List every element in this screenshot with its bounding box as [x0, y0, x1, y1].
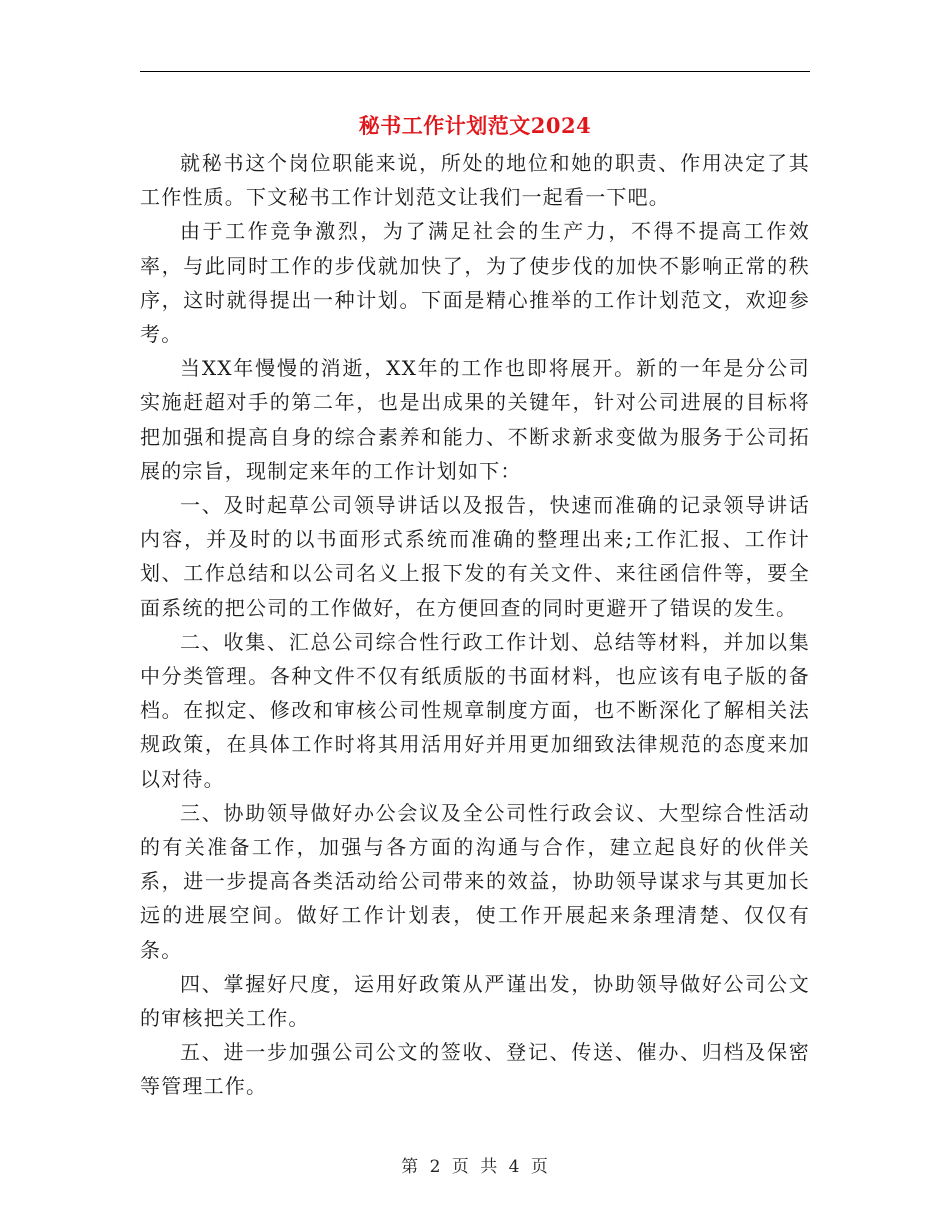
header-rule — [140, 71, 810, 72]
paragraph-background: 由于工作竞争激烈，为了满足社会的生产力，不得不提高工作效率，与此同时工作的步伐就加快了，为了使步伐的加快不影响正常的秩 序，这时就得提出一种计划。下面是精心推举的工作计划范文，欢迎参考。 — [140, 219, 810, 347]
document-title: 秘书工作计划范文2024 — [358, 113, 592, 138]
paragraph-item-4: 四、掌握好尺度，运用好政策从严谨出发，协助领导做好公司公文的审核把关工作。 — [140, 971, 810, 1031]
page-number-footer: 第 2 页 共 4 页 — [401, 1157, 549, 1177]
document-body — [140, 146, 810, 1104]
paragraph-overview: 当XX年慢慢的消逝，XX年的工作也即将展开。新的一年是分公司实施赶超对手的第二年，也是出成果的关键年，针对公司进展的目标将把加强和提高自身的综合素养和能力、不断求新求变做为服务于公司拓展的宗旨，现制定来年的工作计划如下： — [140, 356, 810, 483]
paragraph-item-3: 三、协助领导做好办公会议及全公司性行政会议、大型综合性活动的有关准备工作，加强与各方面的沟通与合作，建立起良好的伙伴关系，进一步提高各类活动给公司带来的效益，协助领导谋求与其更加长远的进展空间。做好工作计划表，使工作开展起来条理清楚、仅仅有条。 — [140, 800, 810, 962]
paragraph-item-2: 二、收集、汇总公司综合性行政工作计划、总结等材料，并加以集中分类管理。各种文件不仅有纸质版的书面材料，也应该有电子版的备档。在拟定、修改和审核公司性规章制度方面，也不断深化了解相关法规政策，在具体工作时将其用活用好并用更加细致法律规范的态度来加以对待。 — [140, 629, 810, 791]
paragraph-intro: 就秘书这个岗位职能来说，所处的地位和她的职责、作用决定了其工作性质。下文秘书工作计划范文让我们一起看一下吧。 — [140, 151, 810, 210]
paragraph-item-5: 五、进一步加强公司公文的签收、登记、传送、催办、归档及保密等管理工作。 — [140, 1040, 810, 1099]
paragraph-item-1: 一、及时起草公司领导讲话以及报告，快速而准确的记录领导讲话内容，并及时的以书面形式系统而准确的整理出来;工作汇报、工作计划、工作总结和以公司名义上报下发的有关文件、来往函信件等，要全面系统的把公司的工作做好，在方便回查的同时更避开了错误的发生。 — [140, 493, 810, 620]
